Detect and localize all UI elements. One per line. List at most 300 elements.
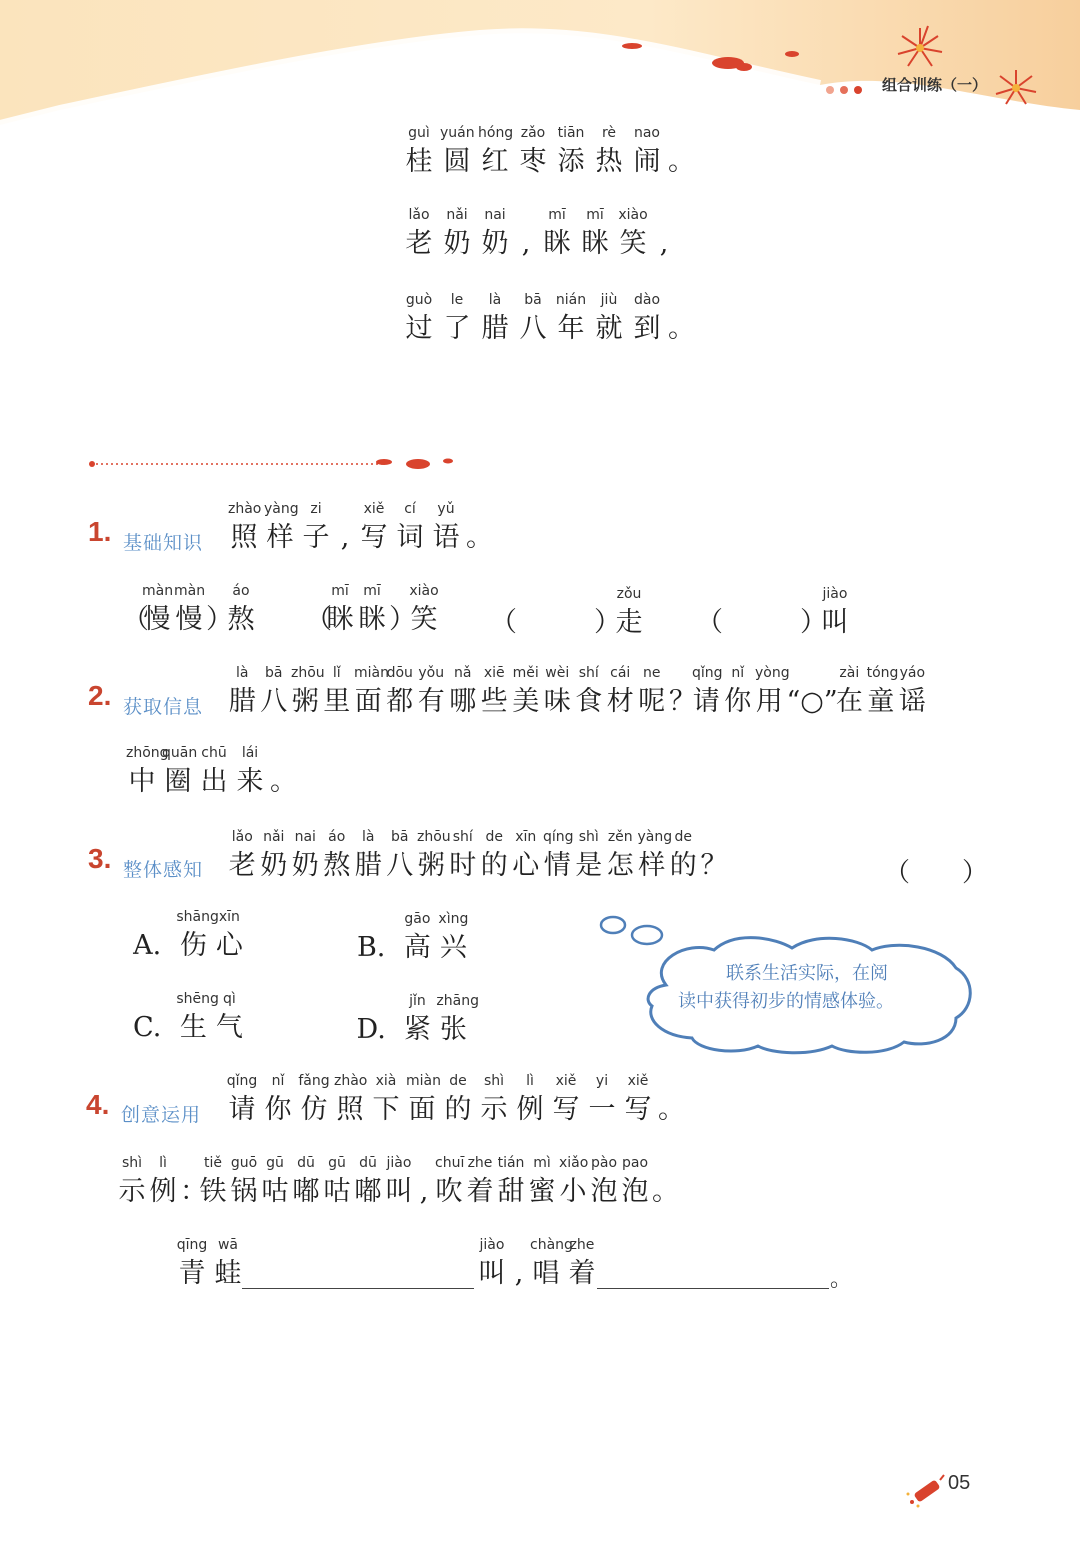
- word-token: [516, 122, 550, 180]
- pinyin: [389, 580, 407, 602]
- word-token: [354, 826, 383, 884]
- q3-option-a[interactable]: [120, 906, 248, 964]
- pinyin: [800, 583, 818, 605]
- word-token: [696, 583, 723, 641]
- q3-option-d[interactable]: [344, 990, 479, 1048]
- q1-item-4[interactable]: [696, 583, 852, 641]
- pinyin: nǐ: [271, 1073, 285, 1089]
- hanzi: 泡: [621, 1176, 649, 1207]
- pinyin: nǎ: [454, 665, 472, 681]
- word-token: [291, 662, 325, 720]
- word-token: [120, 988, 174, 1046]
- pinyin: dū: [297, 1155, 315, 1171]
- pinyin: shì: [578, 829, 599, 845]
- pinyin: le: [450, 292, 464, 308]
- q4-blank-2[interactable]: [597, 1288, 829, 1289]
- word-token: [592, 289, 626, 347]
- word-token: [435, 1152, 463, 1210]
- pinyin: shí: [452, 829, 473, 845]
- word-token: [630, 122, 664, 180]
- pinyin: tiān: [557, 125, 585, 141]
- pinyin: lái: [241, 745, 259, 761]
- hanzi: 样: [266, 522, 294, 553]
- pinyin: [120, 988, 174, 1010]
- word-token: [261, 1152, 289, 1210]
- hanzi: （: [122, 604, 149, 635]
- word-token: [637, 826, 673, 884]
- word-token: [180, 1152, 207, 1210]
- word-token: [478, 289, 512, 347]
- word-token: [334, 1070, 366, 1128]
- pinyin: [120, 906, 174, 928]
- q1-item-3[interactable]: [490, 583, 646, 641]
- pinyin: rè: [601, 125, 617, 141]
- hanzi: 中: [128, 766, 156, 797]
- hanzi: 笑: [410, 604, 438, 635]
- pinyin: nai: [294, 829, 316, 845]
- q4-example: [118, 1152, 679, 1210]
- pinyin: de: [485, 829, 503, 845]
- word-token: [497, 1152, 525, 1210]
- pinyin: zhe: [467, 1155, 493, 1171]
- pinyin: áo: [328, 829, 346, 845]
- word-token: [658, 1070, 685, 1128]
- pinyin: [122, 580, 140, 602]
- pinyin: xiě: [363, 501, 385, 517]
- pinyin: qīng: [176, 1237, 208, 1253]
- pinyin: miàn: [406, 1073, 441, 1089]
- word-token: [357, 580, 387, 638]
- hanzi: 仿: [300, 1094, 328, 1125]
- pinyin: màn: [142, 583, 174, 599]
- hanzi: [716, 605, 756, 641]
- hanzi: 都: [386, 686, 414, 717]
- hanzi: ,: [514, 1258, 524, 1289]
- hanzi: 圈: [164, 766, 192, 797]
- pinyin: [466, 498, 484, 520]
- word-token: [400, 908, 434, 966]
- hanzi: 叫: [478, 1258, 506, 1289]
- hanzi: 里: [323, 686, 351, 717]
- pinyin: wèi: [545, 665, 570, 681]
- pinyin: [510, 583, 550, 605]
- hanzi: 例: [149, 1176, 177, 1207]
- hanzi: 熬: [227, 604, 255, 635]
- word-token: [270, 742, 297, 800]
- pinyin: bā: [524, 292, 542, 308]
- hanzi: “○”: [786, 686, 838, 717]
- pinyin: chuī: [435, 1155, 465, 1171]
- pinyin: là: [488, 292, 502, 308]
- q3-answer-blank[interactable]: （ ）: [884, 858, 989, 888]
- hanzi: D.: [356, 1014, 386, 1045]
- word-token: [226, 580, 256, 638]
- hanzi: B.: [356, 932, 386, 963]
- hanzi: 童: [867, 686, 895, 717]
- pinyin: qíng: [543, 829, 574, 845]
- word-token: [554, 289, 588, 347]
- pinyin: ne: [643, 665, 661, 681]
- word-token: [212, 988, 246, 1046]
- word-token: [402, 122, 436, 180]
- tip-line-2: 读中获得初步的情感体验。: [678, 991, 894, 1012]
- pinyin: là: [236, 665, 249, 681]
- pinyin: chàng: [530, 1237, 573, 1253]
- hanzi: 枣: [519, 146, 547, 177]
- hanzi: 子: [302, 522, 330, 553]
- word-token: [206, 580, 233, 638]
- q3-tag: 整体感知: [123, 859, 204, 881]
- pinyin: [668, 289, 688, 311]
- hanzi: 。: [668, 313, 695, 344]
- pinyin: nai: [484, 207, 506, 223]
- word-token: [512, 1234, 526, 1292]
- hanzi: 下: [372, 1094, 400, 1125]
- pinyin: [552, 583, 592, 605]
- hanzi: C.: [133, 1012, 162, 1043]
- hanzi: 。: [658, 1094, 685, 1125]
- hanzi: 闹: [633, 146, 661, 177]
- hanzi: 咕: [323, 1176, 351, 1207]
- hanzi: 张: [439, 1014, 467, 1045]
- q2-tag: 获取信息: [123, 696, 204, 718]
- pinyin: lǎo: [408, 207, 430, 223]
- word-token: [566, 1234, 598, 1292]
- word-token: [554, 122, 588, 180]
- q4-blank-1[interactable]: [242, 1288, 474, 1289]
- word-token: [262, 1070, 294, 1128]
- word-token: [700, 826, 728, 884]
- word-token: [586, 1070, 618, 1128]
- word-token: [149, 1152, 177, 1210]
- word-token: [552, 583, 592, 641]
- pinyin: [594, 583, 612, 605]
- q1-item-2: [305, 580, 441, 638]
- word-token: [228, 498, 260, 556]
- pinyin: nǐ: [731, 665, 745, 681]
- pinyin: yàng: [264, 501, 299, 517]
- pinyin: mī: [548, 207, 566, 223]
- word-token: [260, 826, 289, 884]
- hanzi: 八: [519, 313, 547, 344]
- hanzi: 锅: [230, 1176, 258, 1207]
- word-token: [386, 826, 415, 884]
- hanzi: 嘟: [354, 1176, 382, 1207]
- hanzi: A.: [133, 930, 162, 961]
- pinyin: yi: [595, 1073, 609, 1089]
- word-token: [406, 1070, 441, 1128]
- hanzi: 。: [270, 766, 297, 797]
- hanzi: 蛙: [214, 1258, 242, 1289]
- pinyin: yǔ: [437, 501, 455, 517]
- q4-fill-middle: [476, 1234, 602, 1292]
- pinyin: gū: [266, 1155, 284, 1171]
- word-token: [540, 204, 574, 262]
- word-token: [543, 662, 572, 720]
- pinyin: xiǎo: [559, 1155, 589, 1171]
- q3-option-b[interactable]: [344, 908, 472, 966]
- pinyin: shì: [121, 1155, 143, 1171]
- hanzi: 八: [386, 850, 414, 881]
- word-token: [344, 908, 398, 966]
- hanzi: 慢: [175, 604, 203, 635]
- q1-tag: 基础知识: [123, 532, 204, 554]
- word-token: [325, 580, 355, 638]
- pinyin: zǎo: [520, 125, 546, 141]
- word-token: [514, 1070, 546, 1128]
- pinyin: de: [674, 829, 692, 845]
- pinyin: xià: [375, 1073, 397, 1089]
- hanzi: [510, 605, 550, 641]
- hanzi: 心: [215, 930, 243, 961]
- hanzi: ？: [700, 850, 728, 881]
- hanzi: ）: [800, 607, 827, 638]
- word-token: [614, 583, 644, 641]
- word-token: [490, 583, 517, 641]
- pinyin: zhe: [569, 1237, 595, 1253]
- hanzi: 请: [692, 686, 720, 717]
- hanzi: 味: [543, 686, 571, 717]
- page-number: 05: [948, 1472, 971, 1494]
- q4-prompt: [226, 1070, 685, 1128]
- word-token: [820, 583, 850, 641]
- hanzi: 谣: [898, 686, 926, 717]
- word-token: [260, 662, 289, 720]
- hanzi: 热: [595, 146, 623, 177]
- hanzi: 眯: [358, 604, 386, 635]
- word-token: [466, 498, 493, 556]
- pinyin: [668, 122, 688, 144]
- hanzi: 眯: [543, 228, 571, 259]
- pinyin: zhāng: [436, 993, 479, 1009]
- word-token: [652, 1152, 679, 1210]
- hanzi: 材: [606, 686, 634, 717]
- hanzi: 眯: [326, 604, 354, 635]
- hanzi: 出: [200, 766, 228, 797]
- word-token: [654, 204, 674, 262]
- pinyin: zěn: [607, 829, 633, 845]
- hanzi: [552, 605, 592, 641]
- word-token: [606, 826, 635, 884]
- word-token: [449, 662, 478, 720]
- pinyin: fǎng: [298, 1073, 330, 1089]
- word-token: [176, 906, 219, 964]
- hanzi: 例: [516, 1094, 544, 1125]
- word-token: [512, 662, 541, 720]
- word-token: [336, 498, 354, 556]
- hanzi: 腊: [481, 313, 509, 344]
- hanzi: ？: [669, 686, 696, 717]
- pinyin: cái: [610, 665, 631, 681]
- word-token: [409, 580, 439, 638]
- hanzi: 笑: [619, 228, 647, 259]
- word-token: [417, 826, 451, 884]
- hanzi: 泡: [590, 1176, 618, 1207]
- pinyin: guō: [230, 1155, 258, 1171]
- pinyin: xìng: [438, 911, 469, 927]
- pinyin: bā: [391, 829, 409, 845]
- pinyin: měi: [512, 665, 539, 681]
- word-token: [389, 580, 416, 638]
- word-token: [630, 289, 664, 347]
- pinyin: jiào: [386, 1155, 412, 1171]
- hanzi: 桂: [405, 146, 433, 177]
- pinyin: dū: [359, 1155, 377, 1171]
- word-token: [692, 662, 721, 720]
- hanzi: 红: [481, 146, 509, 177]
- word-token: [126, 742, 169, 800]
- hanzi: 照: [230, 522, 258, 553]
- q4-tag: 创意运用: [121, 1104, 202, 1126]
- hanzi: 样: [638, 850, 666, 881]
- hanzi: 照: [336, 1094, 364, 1125]
- hanzi: 写: [360, 522, 388, 553]
- word-token: [575, 826, 604, 884]
- hanzi: 有: [417, 686, 445, 717]
- word-token: [590, 1152, 618, 1210]
- word-token: [621, 1152, 649, 1210]
- pinyin: [758, 583, 798, 605]
- pinyin: chū: [201, 745, 227, 761]
- word-token: [440, 204, 474, 262]
- pinyin: [305, 580, 323, 602]
- hanzi: 时: [449, 850, 477, 881]
- pinyin: cí: [404, 501, 416, 517]
- hanzi: 奶: [481, 228, 509, 259]
- hanzi: 气: [215, 1012, 243, 1043]
- hanzi: 着: [466, 1176, 494, 1207]
- word-token: [291, 826, 320, 884]
- word-token: [394, 498, 426, 556]
- pinyin: guì: [408, 125, 430, 141]
- q1-number: 1.: [88, 516, 112, 547]
- tip-line-1: 联系生活实际，在阅: [726, 963, 888, 984]
- pinyin: de: [449, 1073, 467, 1089]
- word-token: [466, 1152, 494, 1210]
- hanzi: 请: [228, 1094, 256, 1125]
- hanzi: 蜜: [528, 1176, 556, 1207]
- hanzi: 叫: [385, 1176, 413, 1207]
- section-divider: [86, 452, 466, 474]
- poem-line-3: [402, 289, 695, 347]
- hanzi: ）: [206, 604, 233, 635]
- pinyin: zhào: [228, 501, 262, 517]
- hanzi: （: [305, 604, 332, 635]
- word-token: [300, 498, 332, 556]
- word-token: [228, 662, 257, 720]
- pinyin: miàn: [354, 665, 389, 681]
- pinyin: gāo: [404, 911, 431, 927]
- word-token: [344, 990, 398, 1048]
- hanzi: 走: [615, 607, 643, 638]
- word-token: [358, 498, 390, 556]
- hanzi: 来: [236, 766, 264, 797]
- hanzi: 一: [588, 1094, 616, 1125]
- word-token: [386, 662, 415, 720]
- hanzi: 吹: [435, 1176, 463, 1207]
- hanzi: 的: [444, 1094, 472, 1125]
- q3-number: 3.: [88, 843, 112, 874]
- word-token: [323, 1152, 351, 1210]
- word-token: [594, 583, 621, 641]
- word-token: [385, 1152, 413, 1210]
- pinyin: tóng: [866, 665, 899, 681]
- hanzi: （: [696, 607, 723, 638]
- hanzi: 奶: [291, 850, 319, 881]
- hanzi: 唱: [532, 1258, 560, 1289]
- q4-number: 4.: [86, 1089, 110, 1120]
- hanzi: ,: [340, 522, 350, 553]
- pinyin: nao: [633, 125, 661, 141]
- hanzi: 着: [568, 1258, 596, 1289]
- pinyin: [669, 662, 689, 684]
- q4-fill-start: [176, 1234, 248, 1292]
- pinyin: dōu: [386, 665, 413, 681]
- hanzi: 写: [624, 1094, 652, 1125]
- word-token: [305, 580, 332, 638]
- pinyin: bā: [265, 665, 283, 681]
- hanzi: （: [490, 607, 517, 638]
- pinyin: tiě: [204, 1155, 222, 1171]
- word-token: [578, 204, 612, 262]
- pinyin: [416, 1152, 432, 1174]
- hanzi: 情: [543, 850, 571, 881]
- hanzi: 是: [575, 850, 603, 881]
- hanzi: 心: [512, 850, 540, 881]
- hanzi: 咕: [261, 1176, 289, 1207]
- word-token: [440, 122, 474, 180]
- hanzi: 食: [575, 686, 603, 717]
- word-token: [212, 906, 246, 964]
- word-token: [755, 662, 790, 720]
- word-token: [354, 662, 389, 720]
- hanzi: ,: [521, 228, 531, 259]
- pinyin: nǎi: [263, 829, 285, 845]
- word-token: [298, 1070, 330, 1128]
- pinyin: lì: [159, 1155, 167, 1171]
- word-token: [122, 580, 149, 638]
- hanzi: 了: [443, 313, 471, 344]
- word-token: [512, 826, 541, 884]
- word-token: [118, 1152, 146, 1210]
- word-token: [622, 1070, 654, 1128]
- word-token: [176, 1234, 208, 1292]
- word-token: [416, 1152, 432, 1210]
- word-token: [478, 1070, 510, 1128]
- pinyin: yǒu: [418, 665, 445, 681]
- hanzi: 圆: [443, 146, 471, 177]
- word-token: [370, 1070, 402, 1128]
- word-token: [230, 1152, 258, 1210]
- pinyin: lǎo: [231, 829, 253, 845]
- word-token: [176, 988, 219, 1046]
- word-token: [669, 662, 696, 720]
- hanzi: 八: [260, 686, 288, 717]
- pinyin: wā: [217, 1237, 239, 1253]
- pinyin: xiě: [627, 1073, 649, 1089]
- hanzi: 美: [512, 686, 540, 717]
- pinyin: [512, 1234, 526, 1256]
- pinyin: yáo: [899, 665, 926, 681]
- q3-option-c[interactable]: [120, 988, 248, 1046]
- hanzi: 你: [724, 686, 752, 717]
- word-token: [835, 662, 864, 720]
- word-token: [543, 826, 572, 884]
- word-token: [234, 742, 266, 800]
- q1-item-1: [122, 580, 258, 638]
- poem-line-2: [402, 204, 678, 262]
- pinyin: qǐng: [226, 1073, 258, 1089]
